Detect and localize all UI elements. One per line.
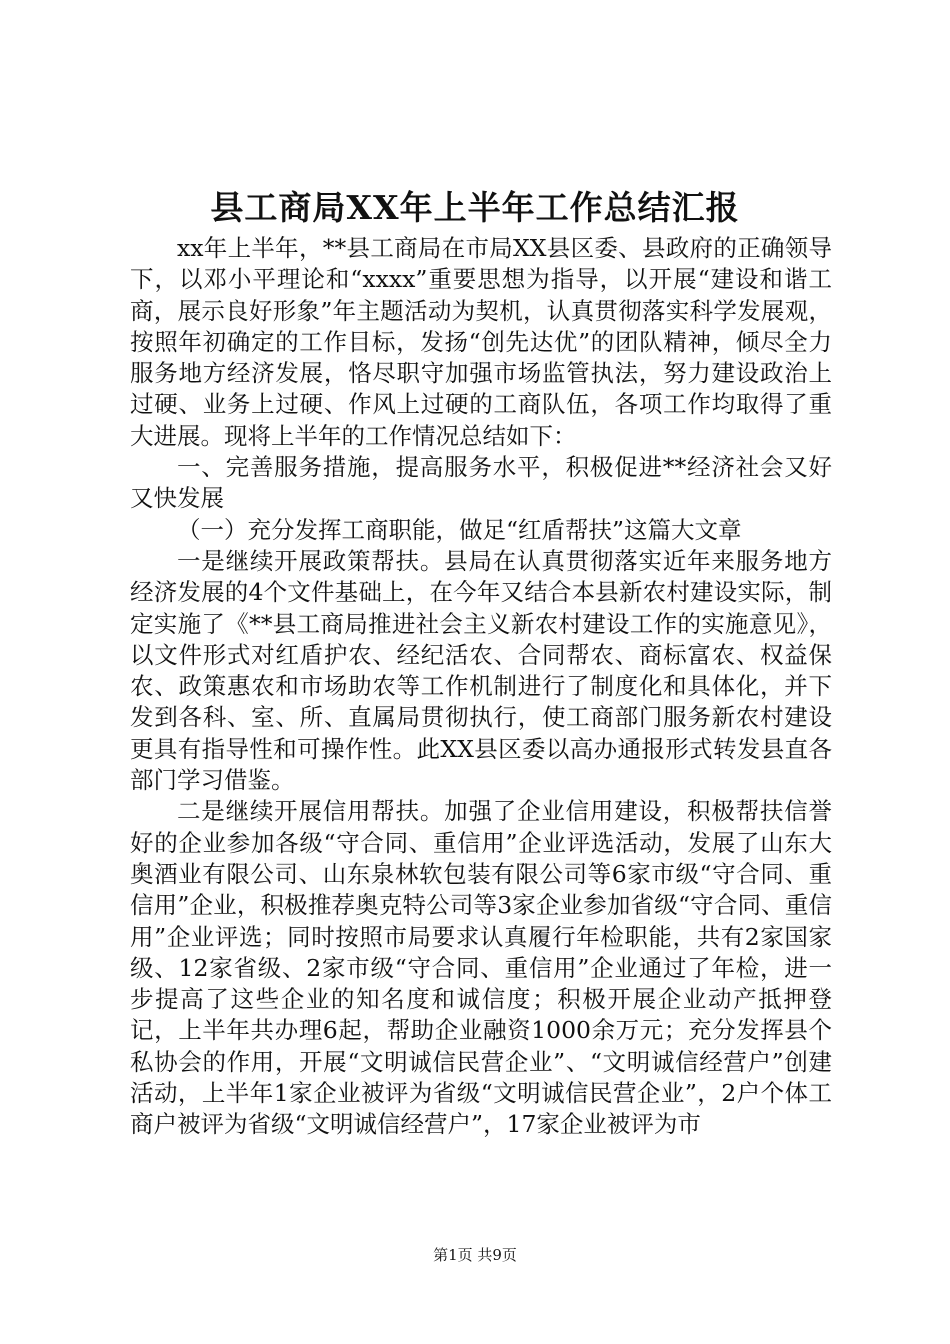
- paragraph-credit-support: 二是继续开展信用帮扶。加强了企业信用建设，积极帮扶信誉好的企业参加各级“守合同、重信用”企业评选活动，发展了山东大奥酒业有限公司、山东泉林软包装有限公司等6家市级“守合同、重信用”企业，积极推荐奥克特公司等3家企业参加省级“守合同、重信用”企业评选；同时按照市局要求认真履行年检职能，共有2家国家级、12家省级、2家市级“守合同、重信用”企业通过了年检，进一步提高了这些企业的知名度和诚信度；积极开展企业动产抵押登记，上半年共办理6起，帮助企业融资1000余万元；充分发挥县个私协会的作用，开展“文明诚信民营企业”、“文明诚信经营户”创建活动，上半年1家企业被评为省级“文明诚信民营企业”，2户个体工商户被评为省级“文明诚信经营户”，17家企业被评为市: [130, 797, 832, 1139]
- section-heading-1: 一、完善服务措施，提高服务水平，积极促进**经济社会又好又快发展: [130, 453, 832, 513]
- subsection-heading-1: （一）充分发挥工商职能，做足“红盾帮扶”这篇大文章: [177, 515, 742, 544]
- paragraph-policy-support: 一是继续开展政策帮扶。县局在认真贯彻落实近年来服务地方经济发展的4个文件基础上，在今年又结合本县新农村建设实际，制定实施了《**县工商局推进社会主义新农村建设工作的实施意见》，以文件形式对红盾护农、经纪活农、合同帮农、商标富农、权益保农、政策惠农和市场助农等工作机制进行了制度化和具体化，并下发到各科、室、所、直属局贯彻执行，使工商部门服务新农村建设更具有指导性和可操作性。此XX县区委以高办通报形式转发县直各部门学习借鉴。: [130, 546, 832, 795]
- paragraph-intro: xx年上半年，**县工商局在市局XX县区委、县政府的正确领导下，以邓小平理论和“xxxx”重要思想为指导，以开展“建设和谐工商，展示良好形象”年主题活动为契机，认真贯彻落实科学发展观，按照年初确定的工作目标，发扬“创先达优”的团队精神，倾尽全力服务地方经济发展，恪尽职守加强市场监管执法，努力建设政治上过硬、业务上过硬、作风上过硬的工商队伍，各项工作均取得了重大进展。现将上半年的工作情况总结如下：: [130, 234, 832, 450]
- document-title: 县工商局XX年上半年工作总结汇报: [210, 188, 740, 227]
- page-number-footer: 第1页 共9页: [433, 1246, 517, 1264]
- document-body: [130, 233, 832, 1141]
